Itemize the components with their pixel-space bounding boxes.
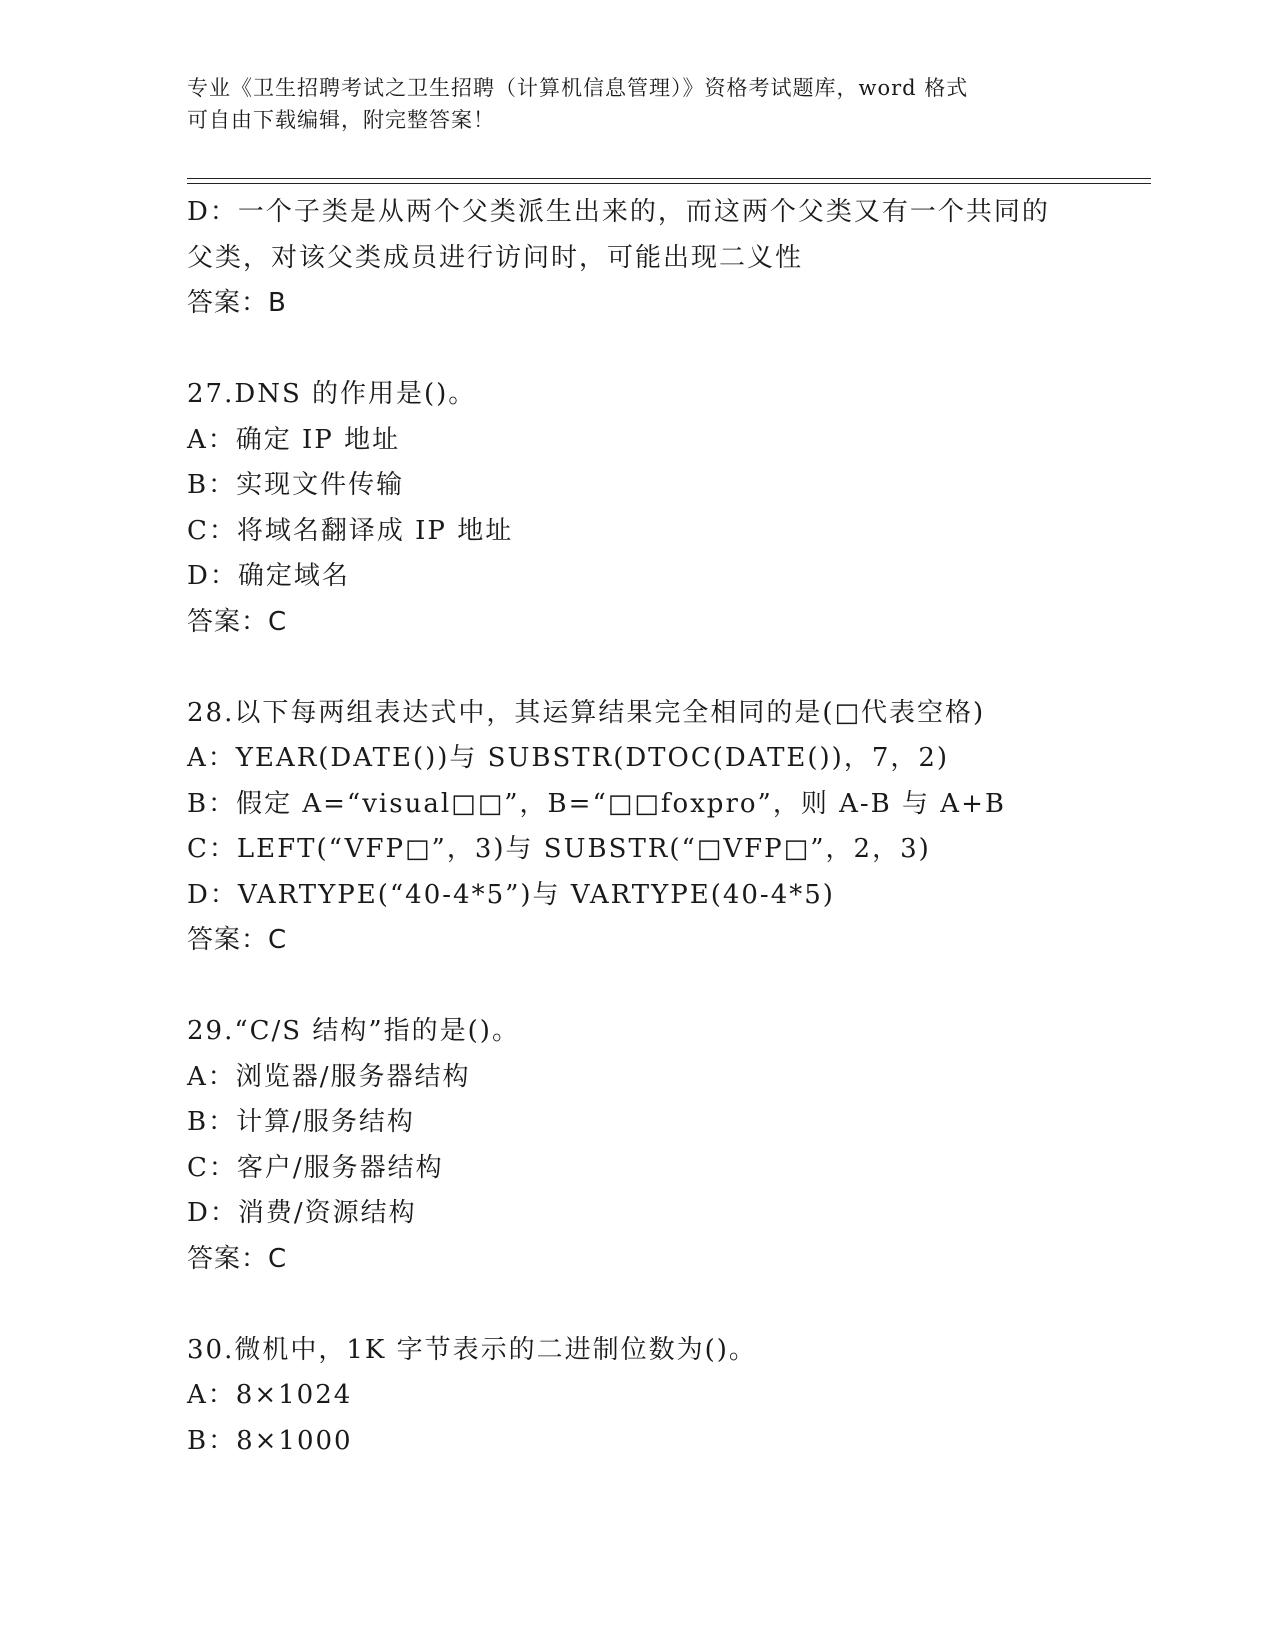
q29-option-d: D：消费/资源结构 [187,1198,417,1228]
prev-option-d-line-2: 父类，对该父类成员进行访问时，可能出现二义性 [187,242,804,273]
q28-option-c: C：LEFT(“VFP□”，3)与 SUBSTR(“□VFP□”，2，3) [187,834,931,864]
q27-option-b: B：实现文件传输 [187,470,405,500]
spacer [187,327,1151,373]
q28-answer: 答案：C [187,925,288,955]
q30-option-b: B：8×1000 [187,1425,353,1456]
q29-answer: 答案：C [187,1243,288,1274]
question-content [187,190,1151,1464]
q27-option-d: D：确定域名 [187,561,350,591]
question-stem-27: 27.DNS 的作用是()。 [187,379,477,409]
q28-option-d: D：VARTYPE(“40-4*5”)与 VARTYPE(40-4*5) [187,879,835,910]
spacer [187,645,1151,691]
document-header [187,72,1087,136]
q29-option-a: A：浏览器/服务器结构 [187,1061,471,1092]
q30-option-a: A：8×1024 [187,1380,353,1410]
q27-option-c: C：将域名翻译成 IP 地址 [187,515,514,546]
header-line-2: 可自由下载编辑，附完整答案！ [187,108,495,132]
q29-option-b: B：计算/服务结构 [187,1107,415,1137]
question-stem-29: 29.“C/S 结构”指的是()。 [187,1016,520,1046]
spacer [187,1282,1151,1328]
q27-option-a: A：确定 IP 地址 [187,424,401,455]
spacer [187,964,1151,1010]
q27-answer: 答案：C [187,606,288,637]
q28-option-b: B：假定 A=“visual□□”，B=“□□foxpro”，则 A-B 与 A+B [187,788,1006,819]
question-stem-28: 28.以下每两组表达式中，其运算结果完全相同的是(□代表空格) [187,697,986,728]
prev-answer: 答案：B [187,288,287,318]
prev-option-d-line-1: D：一个子类是从两个父类派生出来的，而这两个父类又有一个共同的 [187,197,1050,227]
header-line-1: 专业《卫生招聘考试之卫生招聘（计算机信息管理）》资格考试题库，word 格式 [187,76,969,100]
question-stem-30: 30.微机中，1K 字节表示的二进制位数为()。 [187,1334,757,1365]
q29-option-c: C：客户/服务器结构 [187,1152,444,1183]
header-divider-bottom [187,183,1151,184]
q28-option-a: A：YEAR(DATE())与 SUBSTR(DTOC(DATE())，7，2) [187,743,950,773]
header-divider-top [187,178,1151,179]
